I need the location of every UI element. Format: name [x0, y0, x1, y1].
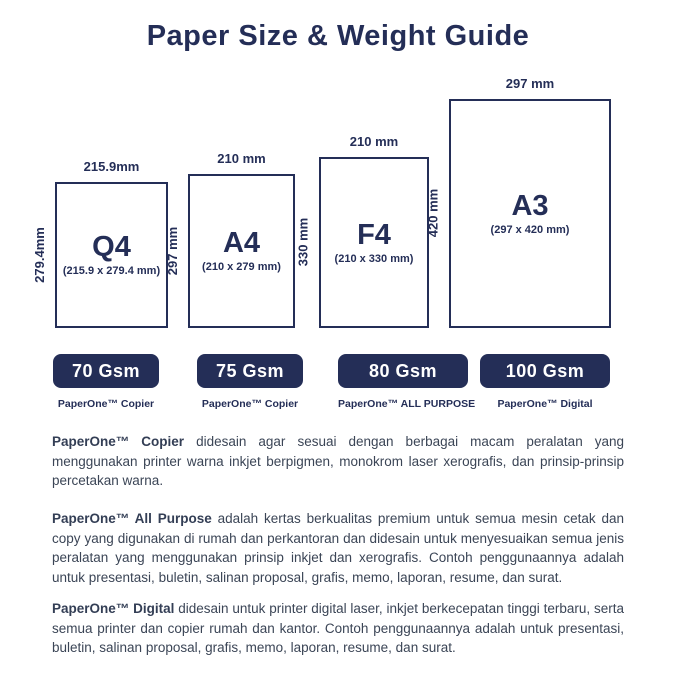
- paper-width-label-q4: 215.9mm: [83, 159, 140, 174]
- gsm-badge-80: 80 Gsm: [338, 354, 468, 388]
- paper-name-a4: A4: [222, 227, 261, 259]
- paper-width-label-a3: 297 mm: [505, 76, 555, 91]
- product-label-digital: PaperOne™ Digital: [497, 398, 593, 410]
- paper-dimensions-a3: (297 x 420 mm): [490, 223, 570, 236]
- gsm-badge-100: 100 Gsm: [480, 354, 610, 388]
- paper-width-label-f4: 210 mm: [349, 134, 399, 149]
- paper-dimensions-a4: (210 x 279 mm): [202, 261, 281, 273]
- paper-height-label-q4: 279.4mm: [32, 227, 47, 283]
- paragraph-all-purpose-body: adalah kertas berkualitas premium untuk semua mesin cetak dan copy yang digunakan di rumah dan perkantoran dan didesain untuk menyesuaikan semua jenis peralatan yang menggunakan prinsip inkjet dan xerografis. Contoh penggunaannya adalah untuk presentasi, buletin, salinan proposal, grafis, memo, laporan, resume, dan surat.: [52, 511, 625, 585]
- paper-rect-a3: [449, 99, 611, 328]
- paper-height-label-a4: 297 mm: [165, 226, 180, 276]
- weight-column-70gsm: [53, 354, 159, 410]
- paper-dimensions-q4: (215.9 x 279.4 mm): [62, 265, 161, 277]
- page-title: Paper Size & Weight Guide: [146, 20, 530, 52]
- paragraph-digital: [52, 599, 624, 658]
- paragraph-digital-lead: PaperOne™ Digital: [52, 601, 175, 616]
- gsm-badge-70: 70 Gsm: [53, 354, 159, 388]
- paper-rect-a4: [188, 174, 295, 328]
- paper-dimensions-f4: (210 x 330 mm): [334, 252, 414, 265]
- weight-column-75gsm: [197, 354, 303, 410]
- paper-width-label-a4: 210 mm: [217, 151, 266, 166]
- product-label-copier-70: PaperOne™ Copier: [57, 398, 155, 410]
- paper-rect-q4: [55, 182, 168, 328]
- paragraph-copier-lead: PaperOne™ Copier: [52, 434, 185, 449]
- weight-column-100gsm: [480, 354, 610, 410]
- product-label-all-purpose: PaperOne™ ALL PURPOSE: [338, 398, 476, 410]
- gsm-badge-75: 75 Gsm: [197, 354, 303, 388]
- weight-column-80gsm: [338, 354, 476, 410]
- product-label-copier-75: PaperOne™ Copier: [201, 398, 299, 410]
- paragraph-copier-body: didesain agar sesuai dengan berbagai macam peralatan yang menggunakan printer warna inkjet berpigmen, monokrom laser xerografis, dan prinsip-prinsip percetakan warna.: [52, 434, 624, 488]
- paragraph-digital-body: didesain untuk printer digital laser, inkjet berkecepatan tinggi terbaru, serta semua printer dan copier rumah dan kantor. Contoh penggunaannya adalah untuk presentasi, buletin, salinan proposal, grafis, memo, laporan, resume, dan surat.: [52, 601, 625, 655]
- paper-name-q4: Q4: [92, 231, 131, 263]
- paragraph-all-purpose-lead: PaperOne™ All Purpose: [52, 511, 212, 526]
- paragraph-copier: [52, 432, 624, 491]
- paper-height-label-f4: 330 mm: [295, 217, 311, 267]
- paragraph-all-purpose: [52, 509, 624, 587]
- paper-name-a3: A3: [511, 189, 549, 222]
- paper-rect-f4: [319, 157, 429, 328]
- paper-height-label-a3: 420 mm: [425, 188, 441, 238]
- paper-name-f4: F4: [357, 218, 391, 251]
